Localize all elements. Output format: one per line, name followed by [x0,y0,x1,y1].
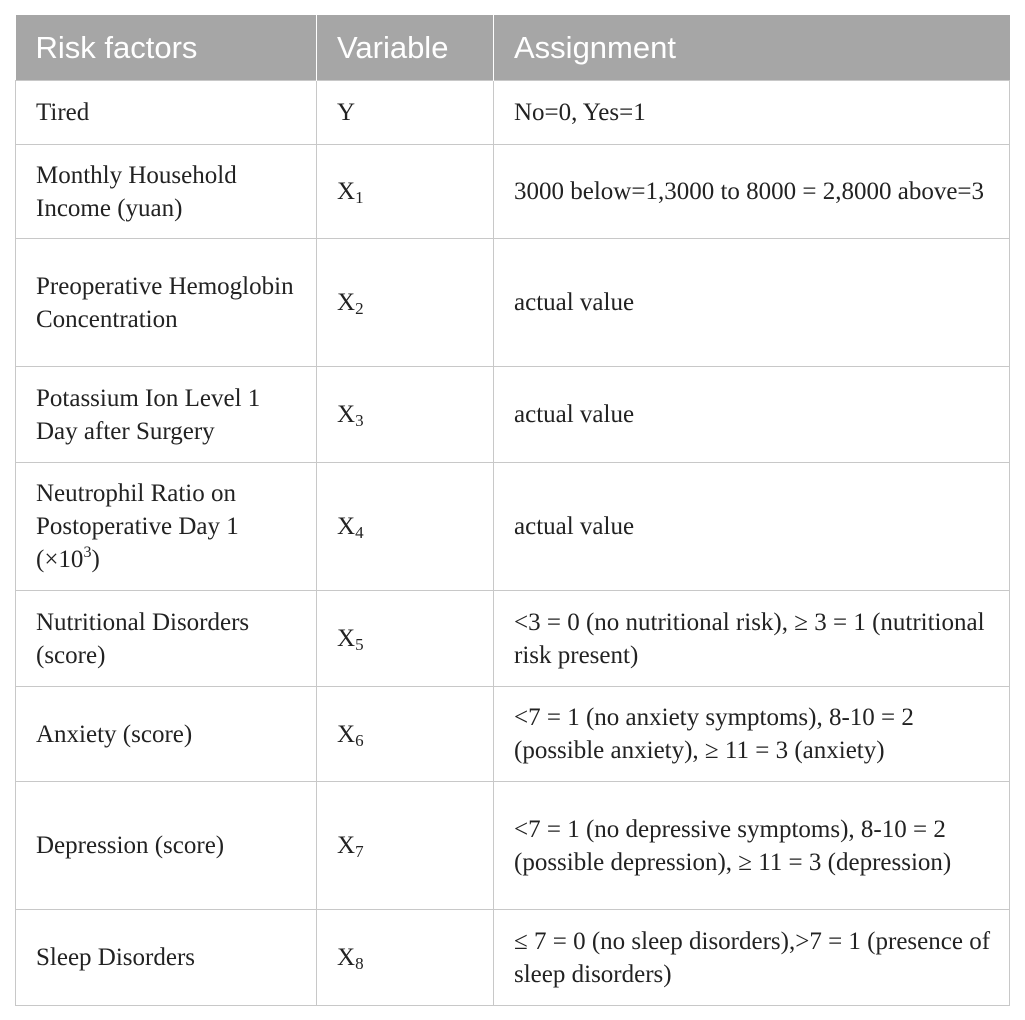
table-row [16,463,1010,591]
variable-cell [317,145,494,239]
variable-cell [317,687,494,782]
variable-symbol: X [337,289,356,316]
assignment-cell: <7 = 1 (no depressive symptoms), 8-10 = 2 (possible depression), ≥ 11 = 3 (depression) [494,782,1010,910]
assignment-cell: actual value [494,367,1010,463]
assignment-cell: actual value [494,463,1010,591]
risk-factor-text-end: ) [91,546,100,573]
variable-subscript: 3 [355,411,364,430]
variable-cell [317,81,494,145]
risk-factor-cell: Anxiety (score) [16,687,317,782]
variable-cell [317,239,494,367]
variable-symbol: X [337,832,356,859]
variable-subscript: 1 [355,188,364,207]
table-row [16,239,1010,367]
table-header-row [16,15,1010,81]
table-row [16,367,1010,463]
variable-subscript: 7 [355,842,364,861]
risk-factor-cell: Depression (score) [16,782,317,910]
risk-factor-cell: Potassium Ion Level 1 Day after Surgery [16,367,317,463]
risk-factor-cell: Tired [16,81,317,145]
risk-factor-text: Neutrophil Ratio on Postoperative Day 1 (×10 [36,480,239,573]
variable-symbol: X [337,401,356,428]
table-row [16,910,1010,1006]
variable-symbol: X [337,178,356,205]
variable-symbol: Y [337,99,356,126]
assignment-cell: ≤ 7 = 0 (no sleep disorders),>7 = 1 (presence of sleep disorders) [494,910,1010,1006]
variable-cell [317,591,494,687]
header-assignment: Assignment [494,15,1010,81]
variable-symbol: X [337,720,356,748]
assignment-cell: <3 = 0 (no nutritional risk), ≥ 3 = 1 (nutritional risk present) [494,591,1010,687]
variable-cell [317,910,494,1006]
table-row [16,591,1010,687]
table-row [16,145,1010,239]
risk-factor-cell: Monthly Household Income (yuan) [16,145,317,239]
risk-factor-cell: Nutritional Disorders (score) [16,591,317,687]
risk-factor-table-container [15,15,1009,1006]
risk-factor-cell [16,463,317,591]
variable-symbol: X [337,625,356,652]
variable-cell [317,367,494,463]
variable-subscript: 8 [355,954,364,973]
variable-cell [317,782,494,910]
assignment-cell: 3000 below=1,3000 to 8000 = 2,8000 above=3 [494,145,1010,239]
table-row [16,782,1010,910]
variable-cell [317,463,494,591]
header-risk-factors: Risk factors [16,15,317,81]
assignment-cell: No=0, Yes=1 [494,81,1010,145]
variable-subscript: 6 [355,730,364,750]
risk-factor-cell: Preoperative Hemoglobin Concentration [16,239,317,367]
variable-subscript: 5 [355,635,364,654]
table-row [16,687,1010,782]
variable-symbol: X [337,944,356,971]
assignment-cell: actual value [494,239,1010,367]
table-row [16,81,1010,145]
variable-subscript: 2 [355,299,364,318]
risk-factor-superscript: 3 [83,544,92,561]
variable-symbol: X [337,513,356,540]
assignment-cell: <7 = 1 (no anxiety symptoms), 8-10 = 2 (possible anxiety), ≥ 11 = 3 (anxiety) [494,687,1010,782]
risk-factor-table [15,15,1010,1006]
header-variable: Variable [317,15,494,81]
risk-factor-cell: Sleep Disorders [16,910,317,1006]
variable-subscript: 4 [355,523,364,542]
